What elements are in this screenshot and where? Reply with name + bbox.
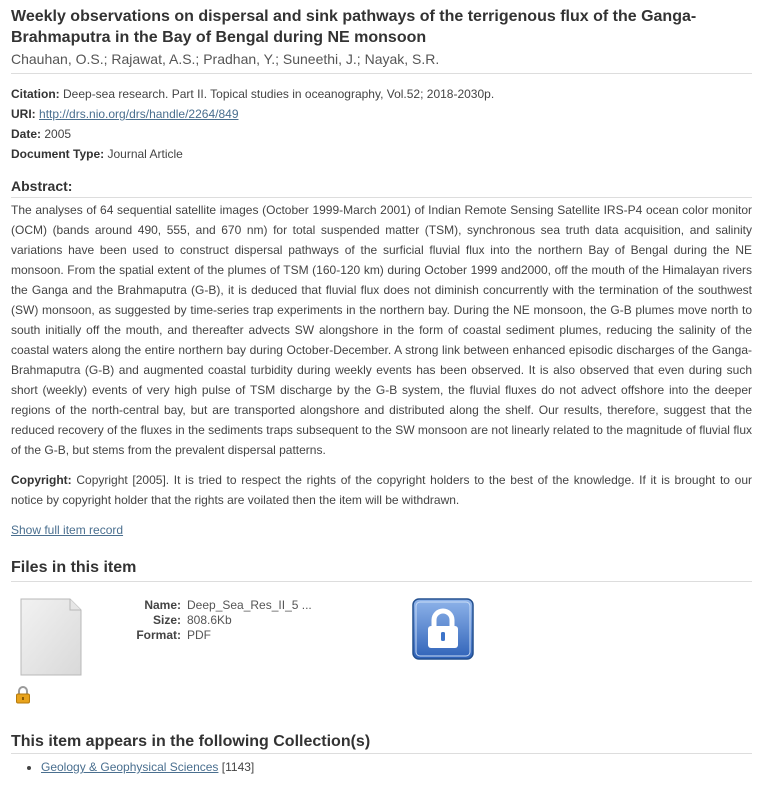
- copyright-block: [11, 470, 752, 510]
- metadata-block: [11, 84, 752, 164]
- date-value: 2005: [44, 127, 72, 141]
- collection-item: [41, 758, 752, 776]
- file-size-row: [111, 613, 312, 628]
- file-metadata: [111, 598, 312, 643]
- citation-label: Citation:: [11, 87, 60, 101]
- date-label: Date:: [11, 127, 42, 141]
- uri-link[interactable]: http://drs.nio.org/drs/handle/2264/849: [39, 107, 239, 121]
- files-heading: Files in this item: [11, 559, 137, 576]
- abstract-heading: Abstract:: [11, 178, 73, 194]
- uri-row: [11, 104, 752, 124]
- item-authors: Chauhan, O.S.; Rajawat, A.S.; Pradhan, Y.; Suneethi, J.; Nayak, S.R.: [11, 51, 440, 67]
- abstract-divider: [11, 197, 752, 198]
- date-row: [11, 124, 752, 144]
- doctype-row: [11, 144, 752, 164]
- item-title: Weekly observations on dispersal and sink pathways of the terrigenous flux of the Ganga-Brahmaputra in the Bay of Bengal during NE monsoon: [11, 8, 697, 46]
- access-restricted-lock-icon[interactable]: [412, 598, 474, 660]
- show-full-item-record-link[interactable]: Show full item record: [11, 523, 124, 537]
- file-name-label: Name:: [144, 598, 181, 612]
- citation-row: [11, 84, 752, 104]
- doctype-label: Document Type:: [11, 147, 105, 161]
- file-format-label: Format:: [136, 628, 181, 642]
- file-name-value: Deep_Sea_Res_II_5 ...: [187, 598, 312, 612]
- abstract-text: The analyses of 64 sequential satellite images (October 1999-March 2001) of Indian Remote Sensing Satellite IRS-P4 ocean color monitor (OCM) (bands around 490, 555, and 670 nm) for total suspended matter (TSM), synchronous sea truth data acquisition, and salinity variations have been used to construct dispersal pathways of the surficial fluvial flux into the northern Bay of Bengal during the NE monsoon. From the spatial extent of the plumes of TSM (160-120 km) during October 1999 and2000, off the mouth of the Himalayan rivers the Ganga and the Brahmaputra (G-B), it is deduced that fluvial flux does not diminish concurrently with the termination of the southwest (SW) monsoon, as suggested by time-series trap experiments in the northern bay. During the NE monsoon, the G-B plumes move north to south initially off the mouth, and thereafter advects SW alongshore in the form of coastal sediment plumes, reducing the salinity of the coastal waters along the entire northern bay during October-December. A strong link between enhanced episodic discharges of the Ganga-Brahmaputra (G-B) and augmented coastal turbidity during weekly events has been observed. It is also observed that even during such short (weekly) events of very high pulse of TSM discharge by the G-B system, the fluvial fluxes do not advect offshore into the deeper regions of the north-central bay, but are transported alongshore and distributed along the shelf. Our results, therefore, suggest that the reduced recovery of the fluxes in the sediments traps subsequent to the SW monsoon are not linearly related to the magnitude of fluvial flux of the G-B, but stems from the prevalent dispersal patterns.: [11, 203, 752, 457]
- citation-value: Deep-sea research. Part II. Topical studies in oceanography, Vol.52; 2018-2030p.: [63, 87, 495, 101]
- doctype-value: Journal Article: [107, 147, 183, 161]
- file-format-row: [111, 628, 312, 643]
- file-size-label: Size:: [152, 613, 181, 627]
- show-full-row: [11, 520, 752, 540]
- file-entry: [11, 594, 752, 714]
- collections-divider: [11, 753, 752, 754]
- collections-heading: This item appears in the following Collection(s): [11, 733, 371, 750]
- uri-label: URI:: [11, 107, 36, 121]
- copyright-text: Copyright [2005]. It is tried to respect the rights of the copyright holders to the best of the knowledge. If it is brought to our notice by copyright holder that the rights are voilated then the item will be withdrawn.: [11, 473, 752, 507]
- files-divider: [11, 581, 752, 582]
- collection-count: [1143]: [221, 760, 255, 774]
- collections-list: [11, 758, 752, 776]
- title-divider: [11, 73, 752, 74]
- file-name-row: [111, 598, 312, 613]
- collection-link[interactable]: Geology & Geophysical Sciences: [41, 760, 219, 774]
- file-size-value: 808.6Kb: [187, 613, 232, 627]
- padlock-icon: [15, 686, 31, 704]
- copyright-label: Copyright:: [11, 473, 72, 487]
- document-thumbnail-icon[interactable]: [20, 598, 82, 676]
- file-format-value: PDF: [187, 628, 211, 642]
